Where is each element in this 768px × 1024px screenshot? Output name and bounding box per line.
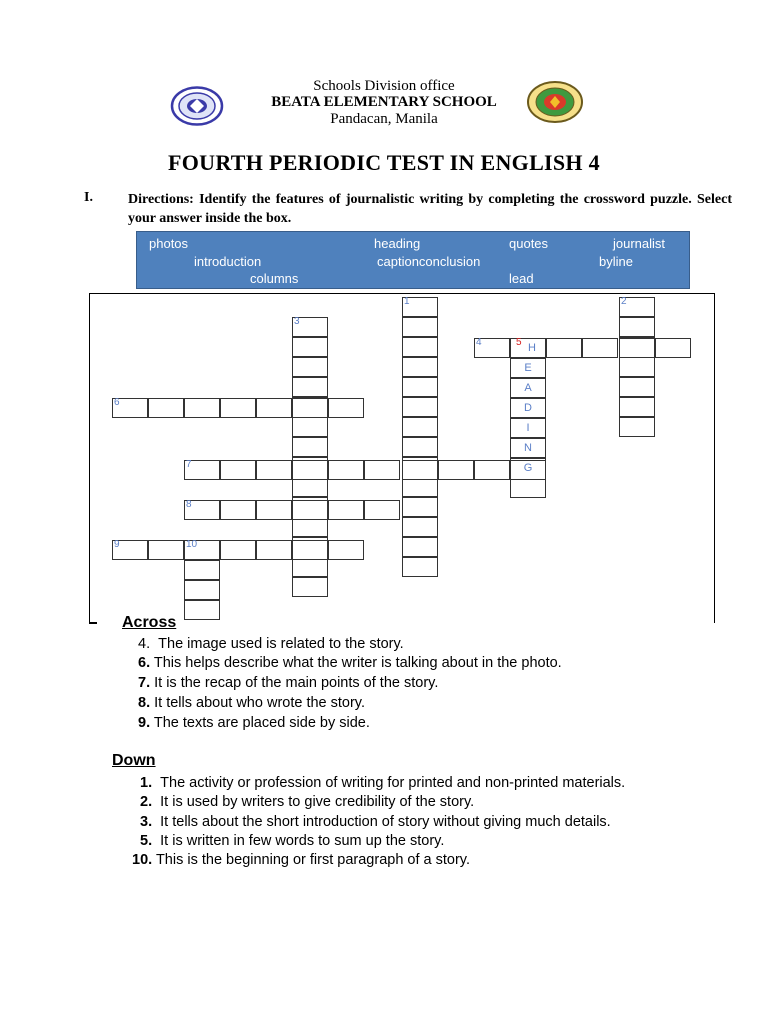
crossword-cell[interactable] <box>148 540 184 560</box>
crossword-cell[interactable] <box>619 357 655 377</box>
answer-letter: E <box>524 362 532 374</box>
crossword-cell[interactable] <box>292 460 328 480</box>
crossword-cell[interactable] <box>328 500 364 520</box>
answer-letter: H <box>528 342 536 354</box>
crossword-cell[interactable] <box>402 537 438 557</box>
word-bank-item: journalist <box>613 236 666 251</box>
crossword-cell[interactable] <box>328 398 364 418</box>
clue-text: The image used is related to the story. <box>158 636 404 652</box>
clue-number: 8. <box>138 695 151 711</box>
clue-number: 2. <box>140 794 153 810</box>
down-heading: Down <box>112 752 156 769</box>
crossword-cell[interactable] <box>402 477 438 497</box>
across-heading: Across <box>122 614 177 631</box>
answer-letter: N <box>524 442 532 454</box>
answer-letter: I <box>526 422 530 434</box>
crossword-cell[interactable] <box>402 497 438 517</box>
crossword-cell[interactable] <box>364 460 400 480</box>
word-bank-item: heading <box>374 236 421 251</box>
crossword-cell[interactable] <box>184 600 220 620</box>
crossword-cell[interactable] <box>292 517 328 537</box>
word-bank-item: quotes <box>509 236 549 251</box>
clue-number: 10. <box>132 852 153 868</box>
crossword-cell[interactable] <box>184 398 220 418</box>
crossword-cell[interactable] <box>292 337 328 357</box>
crossword-cell[interactable] <box>256 500 292 520</box>
crossword-cell[interactable] <box>402 460 438 480</box>
clue-text: This is the beginning or first paragraph of a story. <box>155 852 471 868</box>
school-name: BEATA ELEMENTARY SCHOOL <box>271 94 497 110</box>
clue-across-7 <box>138 675 438 691</box>
crossword-cell[interactable] <box>619 377 655 397</box>
crossword-cell[interactable] <box>292 540 328 560</box>
crossword-cell[interactable] <box>402 357 438 377</box>
school-location: Pandacan, Manila <box>330 111 438 127</box>
crossword-cell[interactable] <box>292 500 328 520</box>
clue-text: It tells about the short introduction of story without giving much details. <box>160 814 611 830</box>
crossword-cell[interactable] <box>619 417 655 437</box>
crossword-cell[interactable] <box>582 338 618 358</box>
word-bank-item: captionconclusion <box>377 254 481 269</box>
crossword-cell[interactable] <box>402 337 438 357</box>
crossword-cell[interactable] <box>220 398 256 418</box>
directions-text: Directions: Identify the features of journalistic writing by completing the crossword puzzle. Select your answer inside the box. <box>128 192 732 226</box>
crossword-cell[interactable] <box>546 338 582 358</box>
word-bank-item: columns <box>250 271 299 286</box>
clue-number: 4. <box>138 636 151 652</box>
clue-text: The activity or profession of writing for printed and non-printed materials. <box>160 775 626 791</box>
crossword-cell[interactable] <box>619 397 655 417</box>
word-bank-item: byline <box>599 254 633 269</box>
clue-number-label: 2 <box>621 296 627 307</box>
clue-number: 6. <box>138 655 151 671</box>
clue-text: It is the recap of the main points of the story. <box>154 675 439 691</box>
clue-across-9 <box>138 715 370 731</box>
word-bank-item: photos <box>149 236 189 251</box>
crossword-cell[interactable] <box>220 500 256 520</box>
clue-number: 5. <box>140 833 153 849</box>
clue-number-label: 10 <box>186 539 198 550</box>
clue-number: 9. <box>138 715 151 731</box>
crossword-cell[interactable] <box>438 460 474 480</box>
crossword-cell[interactable] <box>292 557 328 577</box>
crossword-cell[interactable] <box>364 500 400 520</box>
clue-number: 3. <box>140 814 153 830</box>
crossword-cell[interactable] <box>619 338 655 358</box>
clue-down-2 <box>140 794 474 810</box>
crossword-cell[interactable] <box>655 338 691 358</box>
clue-text: It is written in few words to sum up the story. <box>160 833 445 849</box>
clue-number: 1. <box>140 775 153 791</box>
office-name: Schools Division office <box>313 78 455 94</box>
clue-number-label: 3 <box>294 316 300 327</box>
crossword-cell[interactable] <box>292 437 328 457</box>
crossword-cell[interactable] <box>220 460 256 480</box>
crossword-cell[interactable] <box>292 577 328 597</box>
crossword-cell[interactable] <box>328 540 364 560</box>
clue-text: The texts are placed side by side. <box>153 715 370 731</box>
crossword-cell[interactable] <box>292 398 328 418</box>
crossword-cell[interactable] <box>402 417 438 437</box>
page-title: FOURTH PERIODIC TEST IN ENGLISH 4 <box>168 150 600 175</box>
clue-number-label: 1 <box>404 296 410 307</box>
clue-number-label: 7 <box>186 459 192 470</box>
clue-text: This helps describe what the writer is talking about in the photo. <box>153 655 562 671</box>
crossword-cell[interactable] <box>402 317 438 337</box>
crossword-cell[interactable] <box>292 377 328 397</box>
crossword-cell[interactable] <box>184 560 220 580</box>
answer-letter: G <box>523 462 533 474</box>
crossword-cell[interactable] <box>256 460 292 480</box>
clue-number-label: 6 <box>114 397 120 408</box>
answer-letter: A <box>524 382 532 394</box>
clue-down-5 <box>140 833 444 849</box>
crossword-cell[interactable] <box>402 377 438 397</box>
crossword-cell[interactable] <box>148 398 184 418</box>
clue-text: It is used by writers to give credibility of the story. <box>160 794 475 810</box>
clue-down-10 <box>132 852 470 868</box>
section-number: I. <box>84 190 93 205</box>
clue-down-3 <box>140 814 611 830</box>
crossword-cell[interactable] <box>510 478 546 498</box>
crossword-cell[interactable] <box>184 580 220 600</box>
crossword-cell[interactable] <box>402 437 438 457</box>
crossword-cell[interactable] <box>292 357 328 377</box>
clue-number-label: 5 <box>516 337 522 348</box>
answer-letter: D <box>524 402 532 414</box>
crossword-cell[interactable] <box>256 398 292 418</box>
word-bank-item: lead <box>509 271 534 286</box>
crossword-cell[interactable] <box>220 540 256 560</box>
word-bank-box <box>136 231 690 289</box>
frame-corner <box>89 622 97 624</box>
crossword-cell[interactable] <box>402 557 438 577</box>
clue-text: It tells about who wrote the story. <box>154 695 366 711</box>
crossword-cell[interactable] <box>328 460 364 480</box>
clue-number: 7. <box>138 675 151 691</box>
crossword-cell[interactable] <box>256 540 292 560</box>
crossword-cell[interactable] <box>619 317 655 337</box>
crossword-cell[interactable] <box>402 397 438 417</box>
clue-across-8 <box>138 695 365 711</box>
crossword-cell[interactable] <box>474 460 510 480</box>
clue-number-label: 9 <box>114 539 120 550</box>
clue-number-label: 4 <box>476 337 482 348</box>
clue-across-4 <box>138 636 404 652</box>
word-bank-item: introduction <box>194 254 262 269</box>
crossword-cell[interactable] <box>292 477 328 497</box>
crossword-cell[interactable] <box>292 417 328 437</box>
clue-number-label: 8 <box>186 499 192 510</box>
crossword-cell[interactable] <box>402 517 438 537</box>
clue-down-1 <box>140 775 625 791</box>
clue-across-6 <box>138 655 562 671</box>
